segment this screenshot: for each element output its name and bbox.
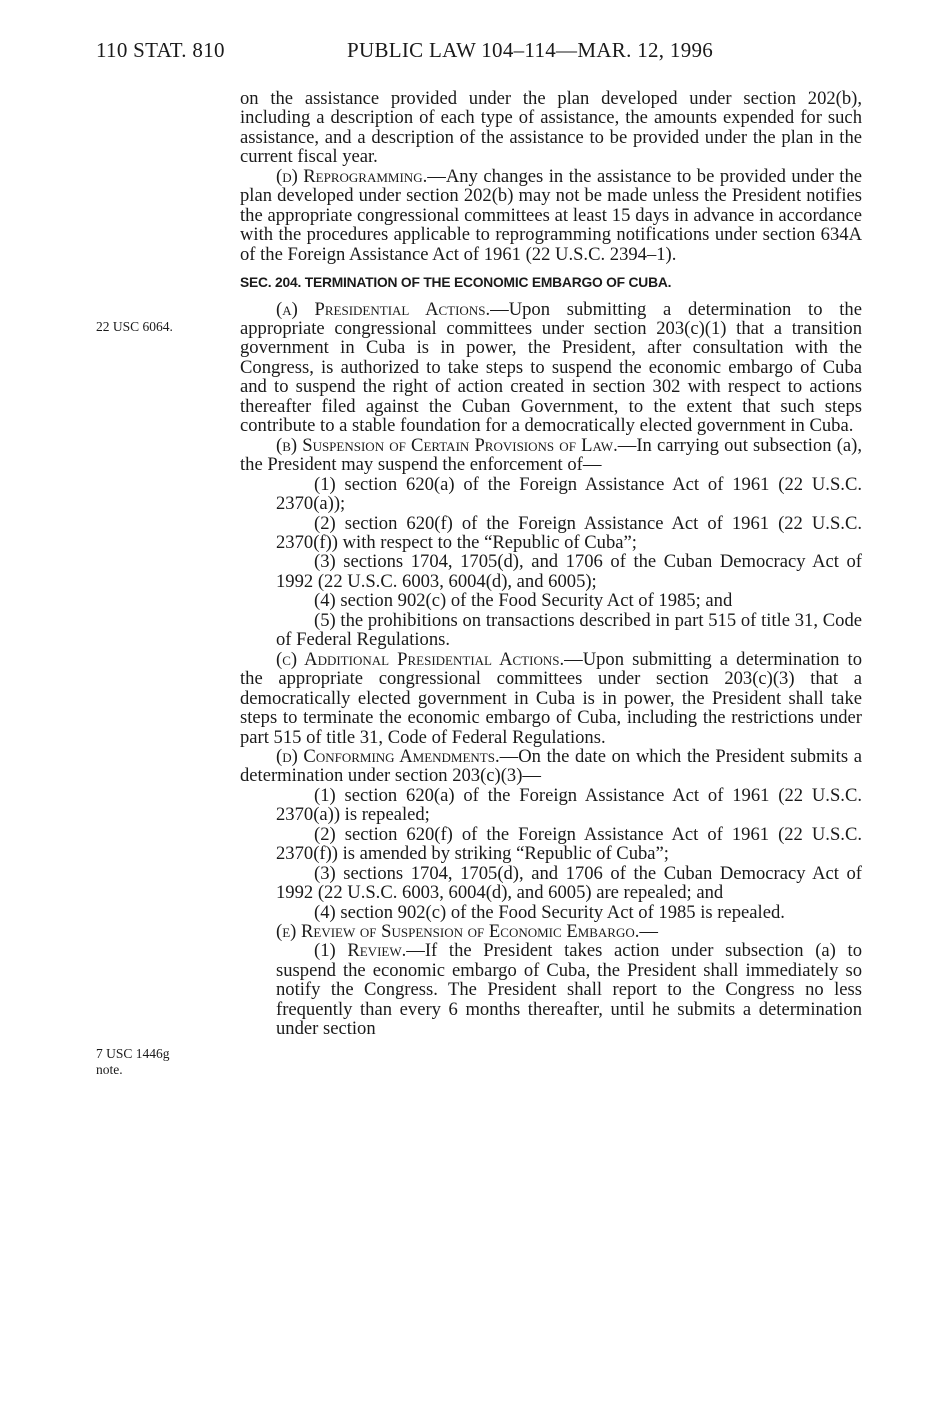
list-item-e1: (1) Review.—If the President takes action under subsection (a) to suspend the economic embargo of Cuba, the President shall immediately so notify the Congress. The President shall report to the Congress no less frequently than every 6 months thereafter, until he submits a determination under section (276, 940, 862, 1040)
paragraph-b-suspension: (b) Suspension of Certain Provisions of Law.—In carrying out subsection (a), the President may suspend the enforcement of— (240, 434, 862, 476)
list-item-d1: (1) section 620(a) of the Foreign Assistance Act of 1961 (22 U.S.C. 2370(a)) is repealed; (276, 784, 862, 826)
list-item-d4: (4) section 902(c) of the Food Security Act of 1985 is repealed. (314, 901, 785, 923)
list-item-d3: (3) sections 1704, 1705(d), and 1706 of the Cuban Democracy Act of 1992 (22 U.S.C. 6003, 6004(d), and 6005) are repealed; and (276, 862, 862, 904)
paragraph-heading: (a) Presidential Actions. (276, 298, 491, 320)
paragraph-d-conforming-amendments: (d) Conforming Amendments.—On the date on which the President submits a determination under section 203(c)(3)— (240, 745, 862, 787)
list-item-b1: (1) section 620(a) of the Foreign Assistance Act of 1961 (22 U.S.C. 2370(a)); (276, 473, 862, 515)
section-heading: SEC. 204. TERMINATION OF THE ECONOMIC EMBARGO OF CUBA. (240, 275, 672, 291)
list-item-b2: (2) section 620(f) of the Foreign Assistance Act of 1961 (22 U.S.C. 2370(f)) with respect to the “Republic of Cuba”; (276, 512, 862, 553)
running-head-law-title: PUBLIC LAW 104–114—MAR. 12, 1996 (347, 38, 714, 62)
paragraph-heading: (e) Review of Suspension of Economic Embargo. (276, 921, 640, 943)
paragraph-heading: (d) Conforming Amendments. (276, 745, 500, 767)
body-text (240, 89, 862, 1039)
list-item-b4: (4) section 902(c) of the Food Security Act of 1985; and (314, 590, 733, 612)
page-header (0, 38, 947, 68)
margin-note-usc-1446g: 7 USC 1446g note. (96, 1046, 170, 1077)
paragraph-a-presidential-actions: (a) Presidential Actions.—Upon submitting a determination to the appropriate congressional committees under section 203(c)(1) that a transition government in Cuba is in power, the President, after consultation with the Congress, is authorized to take steps to suspend the economic embargo of Cuba and to suspend the right of action created in section 302 with respect to actions thereafter filed against the Cuban Government, to the extent that such steps contribute to a stable foundation for a democratically elected government in Cuba. (240, 298, 862, 437)
paragraph-heading: (d) Reprogramming. (276, 165, 428, 187)
paragraph-c-additional-actions: (c) Additional Presidential Actions.—Upon submitting a determination to the appropriate congressional committees under section 203(c)(3) that a democratically elected government in Cuba is in power, the President shall take steps to terminate the economic embargo of Cuba, including the restrictions under part 515 of title 31, Code of Federal Regulations. (240, 648, 862, 748)
list-item-b5: (5) the prohibitions on transactions described in part 515 of title 31, Code of Federal Regulations. (276, 609, 862, 651)
page-number: 110 STAT. 810 (96, 38, 225, 62)
paragraph-c-continuation: on the assistance provided under the plan developed under section 202(b), including a description of each type of assistance, the amounts expended for such assistance, and a description of the assistance to be provided under the plan in the current fiscal year. (240, 88, 862, 168)
paragraph-d-reprogramming: (d) Reprogramming.—Any changes in the assistance to be provided under the plan developed under section 202(b) may not be made unless the President notifies the appropriate congressional committees at least 15 days in advance in accordance with the procedures applicable to reprogramming notifications under section 634A of the Foreign Assistance Act of 1961 (22 U.S.C. 2394–1). (240, 165, 862, 265)
paragraph-e-review: (e) Review of Suspension of Economic Embargo.— (276, 921, 658, 943)
list-item-b3: (3) sections 1704, 1705(d), and 1706 of the Cuban Democracy Act of 1992 (22 U.S.C. 6003, 6004(d), and 6005); (276, 551, 862, 592)
paragraph-heading: (b) Suspension of Certain Provisions of Law. (276, 434, 618, 456)
margin-note-usc-6064: 22 USC 6064. (96, 319, 173, 334)
list-item-d2: (2) section 620(f) of the Foreign Assistance Act of 1961 (22 U.S.C. 2370(f)) is amended by striking “Republic of Cuba”; (276, 823, 862, 865)
paragraph-heading: (c) Additional Presidential Actions. (276, 648, 565, 670)
paragraph-heading: (1) Review. (314, 940, 407, 962)
